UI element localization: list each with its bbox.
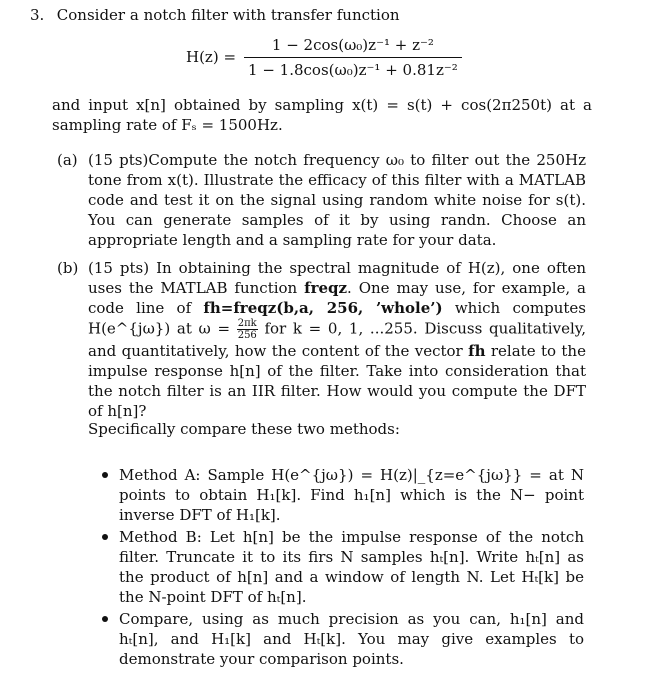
part-b-text-4: for k = 0, 1, ...255. Discuss qualitatively, and quantitatively, how the content of the vector	[88, 319, 586, 360]
equation-fraction	[244, 35, 462, 80]
freqz-function: freqz	[304, 279, 348, 297]
problem-intro: Consider a notch filter with transfer function	[56, 6, 400, 24]
freqz-code-line: fh=freqz(b,a, 256, ’whole’)	[203, 299, 443, 317]
omega-fraction-denominator: 256	[237, 330, 257, 341]
equation-denominator: 1 − 1.8cos(ω₀)z⁻¹ + 0.81z⁻²	[244, 57, 462, 80]
method-a-text: Method A: Sample H(e^{jω}) = H(z)|_{z=e^{jω}} = at N points to obtain H₁[k]. Find h₁[n] which is the N− point inverse DFT of H₁[k].	[119, 466, 584, 524]
part-a-text: (15 pts)Compute the notch frequency ω₀ to filter out the 250Hz tone from x(t). Illustrate the efficacy of this filter with a MATLAB code and test it on the signal using random white noise for s(t). You can generate samples of it by using randn. Choose an appropriate length and a sampling rate for your data.	[88, 151, 586, 249]
omega-fraction	[237, 318, 258, 341]
part-b-text	[88, 258, 586, 421]
omega-fraction-numerator: 2πk	[237, 318, 257, 329]
transfer-function-equation	[186, 31, 462, 83]
comparison-intro: Specifically compare these two methods:	[88, 420, 400, 438]
list-item	[100, 609, 584, 669]
part-b-text-1: (15 pts) In obtaining the spectral magnitude of H(z), one often uses the MATLAB function	[88, 259, 586, 297]
input-description: and input x[n] obtained by sampling x(t) = s(t) + cos(2π250t) at a sampling rate of Fₛ = 1500Hz.	[52, 96, 592, 134]
equation-numerator: 1 − 2cos(ω₀)z⁻¹ + z⁻²	[271, 35, 434, 54]
part-b-text-2: . One may use, for example, a code line of	[88, 279, 586, 317]
equation-lhs: H(z) =	[186, 48, 237, 66]
part-b-label: (b)	[57, 259, 79, 277]
part-a-label: (a)	[57, 151, 78, 169]
bullet-icon	[102, 616, 108, 622]
compare-text: Compare, using as much precision as you can, h₁[n] and hₜ[n], and H₁[k] and Hₜ[k]. You may give examples to demonstrate your comparison points.	[119, 610, 584, 668]
bullet-icon	[102, 472, 108, 478]
problem-number: 3.	[30, 6, 45, 24]
list-item	[100, 465, 584, 525]
fh-vector: fh	[468, 342, 486, 360]
bullet-icon	[102, 534, 108, 540]
problem-header	[30, 5, 400, 25]
part-b-text-5: relate to the impulse response h[n] of the filter. Take into consideration that the notch filter is an IIR filter. How would you compute the DFT of h[n]?	[88, 342, 586, 420]
method-b-text: Method B: Let h[n] be the impulse response of the notch filter. Truncate it to its firs N samples hₜ[n]. Write hₜ[n] as the product of h[n] and a window of length N. Let Hₜ[k] be the N-point DFT of hₜ[n].	[119, 528, 584, 606]
method-list	[100, 465, 584, 671]
part-b-text-3: which computes H(e^{jω}) at ω =	[88, 299, 586, 338]
list-item	[100, 527, 584, 607]
